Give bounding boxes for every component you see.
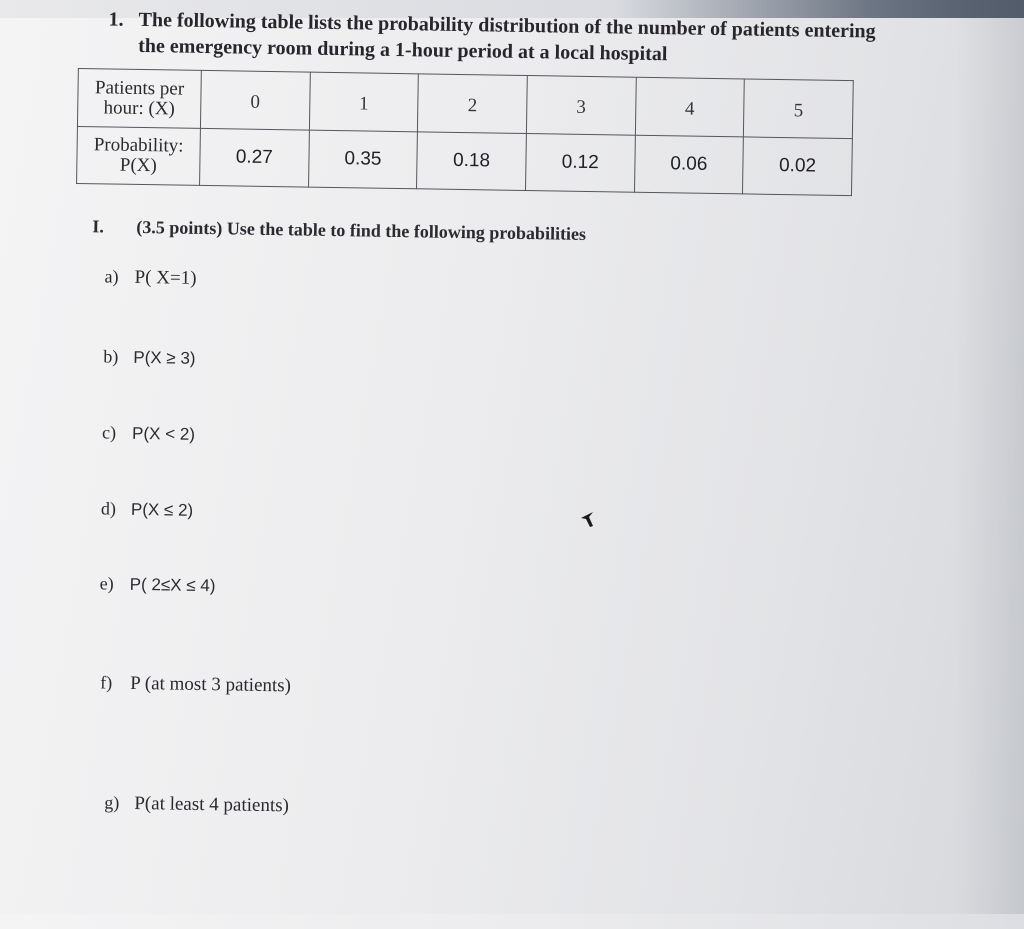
row-header-probability-line1: Probability:	[93, 134, 184, 157]
list-item-a	[104, 266, 196, 289]
x-value-cell: 1	[309, 72, 419, 132]
item-expression: P( X=1)	[134, 266, 197, 289]
item-expression: P( 2≤X ≤ 4)	[129, 574, 216, 596]
x-value-cell: 4	[635, 77, 745, 137]
x-value-cell: 3	[526, 76, 636, 136]
list-item-d	[101, 498, 194, 520]
probability-cell: 0.27	[200, 128, 310, 187]
probability-cell: 0.06	[634, 135, 744, 194]
item-label: c)	[101, 422, 117, 443]
x-value-cell: 0	[200, 70, 310, 130]
probability-cell: 0.35	[308, 130, 418, 189]
row-header-x-line2: hour: (X)	[103, 96, 176, 119]
item-label: e)	[99, 573, 114, 594]
item-label: b)	[103, 346, 119, 367]
question-number: 1.	[108, 8, 124, 31]
item-label: g)	[104, 792, 120, 813]
item-expression: P(X ≤ 2)	[130, 499, 194, 520]
probability-cell: 0.12	[525, 134, 635, 193]
list-item-e	[100, 573, 216, 596]
x-value-cell: 5	[744, 79, 854, 139]
question-text-line1: The following table lists the probability distribution of the number of patients entering	[138, 8, 876, 43]
item-label: a)	[104, 266, 119, 287]
list-item-c	[102, 422, 195, 444]
table-row-probability	[77, 126, 853, 195]
item-expression: P(X < 2)	[131, 423, 196, 444]
question-text-line2: the emergency room during a 1-hour period at a local hospital	[138, 34, 668, 66]
list-item-g	[104, 792, 289, 817]
item-expression: P(X ≥ 3)	[133, 347, 196, 368]
item-expression: P (at most 3 patients)	[130, 672, 292, 697]
row-header-probability-line2: P(X)	[119, 154, 157, 177]
question-title	[108, 6, 889, 70]
item-label: d)	[100, 498, 117, 519]
x-value-cell: 2	[418, 74, 528, 134]
mouse-pointer-icon	[577, 508, 597, 530]
item-label: f)	[100, 672, 113, 693]
probability-cell: 0.02	[743, 137, 853, 196]
part-roman-numeral: I.	[92, 216, 105, 237]
list-item-f	[100, 672, 291, 697]
item-expression: P(at least 4 patients)	[134, 792, 290, 817]
probability-distribution-table	[76, 68, 854, 196]
probability-cell: 0.18	[417, 132, 527, 191]
part-heading-text: (3.5 points) Use the table to find the following probabilities	[136, 216, 587, 244]
list-item-b	[103, 346, 196, 368]
row-header-probability	[77, 126, 201, 185]
row-header-x	[77, 68, 201, 128]
part-heading	[92, 216, 586, 245]
row-header-x-line1: Patients per	[94, 76, 185, 100]
